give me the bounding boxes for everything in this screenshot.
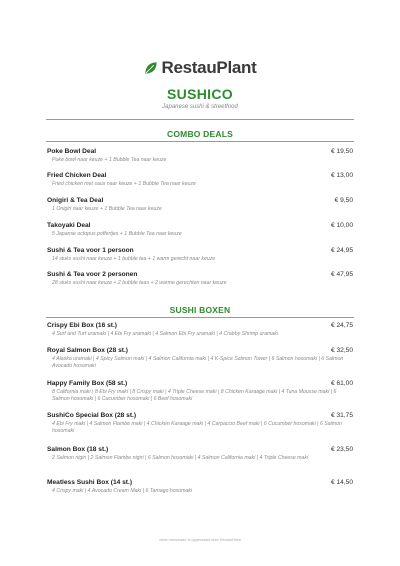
item-name: Crispy Ebi Box (16 st.) [47,322,117,329]
item-name: Happy Family Box (58 st.) [47,380,128,387]
item-description: 28 stuks sushi naar keuze + 2 bubble teas + 2 warme gerechten naar keuze [52,280,227,286]
item-description: 5 Japanse octopus poffertjes + 1 Bubble Tea naar keuze [52,231,182,237]
item-name: Meatless Sushi Box (14 st.) [47,479,133,486]
item-name: Fried Chicken Deal [47,172,107,179]
item-description: 8 California maki | 8 Ebi Fry maki | 8 Crispy maki | 4 Triple Cheese maki | 8 Chicken Karaage maki | 4 Tuna Mousse maki | 6 Salmon hosomaki | 6 Cucumber hosomaki | 6 Beef hosomaki [52,389,337,402]
item-price: € 32,50 [331,347,353,354]
item-name: Takoyaki Deal [47,222,91,229]
item-description: 4 Alaska uramaki | 4 Spicy Salmon maki | 4 Salmon California maki | 4 K-Spice Salmon Tower | 6 Salmon hosomaki | 6 Salmon Avocado hosomaki [52,356,344,369]
item-price: € 9,50 [334,197,353,204]
item-description: 2 Salmon nigiri | 2 Salmon Flambe nigiri | 6 Salmon hosomaki | 4 Salmon California maki | 4 Triple Cheese maki [52,455,309,461]
menu-item [47,222,353,238]
logo-text: RestauPlant [161,58,257,77]
leaf-icon [144,61,158,75]
menu-item [47,148,353,164]
menu-item [47,172,353,188]
item-description: 4 Crispy maki | 4 Avocado Cream Maki | 6 Tamago hosomaki [52,488,193,494]
item-name: Poke Bowl Deal [47,148,97,155]
menu-item [47,380,353,403]
item-price: € 10,00 [331,222,353,229]
section-title-sushi-boxen: SUSHI BOXEN [169,305,231,315]
item-price: € 24,95 [331,247,353,254]
menu-item [47,347,353,370]
restaurant-title: SUSHICO [167,86,233,102]
menu-item [47,247,353,263]
item-name: Sushi & Tea voor 2 personen [47,271,138,278]
menu-item [47,479,353,495]
item-description: 14 stuks sushi naar keuze + 1 bubble tea + 1 warm gerecht naar keuze [52,256,216,262]
divider [46,141,354,142]
item-price: € 23,50 [331,446,353,453]
menu-item [47,412,353,435]
item-description: Fried chicken met saus naar keuze + 1 Bubble Tea naar keuze [52,181,196,187]
menu-item [47,446,353,462]
divider [46,119,354,120]
menu-item [47,271,353,287]
item-name: Onigiri & Tea Deal [47,197,104,204]
item-name: Salmon Box (18 st.) [47,446,109,453]
item-description: 4 Ebi Fry maki | 4 Salmon Flambe maki | 4 Chicken Karaage maki | 4 Carpaccio Beef maki | 6 Cucumber hosomaki | 6 Salmon hosomaki [52,421,342,434]
section-title-combo-deals: COMBO DEALS [167,129,233,139]
item-description: 4 Surf and Turf uramaki | 4 Ebi Fry uramaki | 4 Salmon Ebi Fry uramaki | 4 Crabby Shrimp uramaki [52,331,278,337]
divider [46,317,354,318]
item-name: SushiCo Special Box (28 st.) [47,412,137,419]
item-price: € 47,95 [331,271,353,278]
item-price: € 24,75 [331,322,353,329]
item-name: Sushi & Tea voor 1 persoon [47,247,134,254]
item-price: € 61,00 [331,380,353,387]
item-description: 1 Onigiri naar keuze + 1 Bubble Tea naar keuze [52,206,162,212]
item-price: € 19,50 [331,148,353,155]
item-price: € 14,50 [331,479,353,486]
item-price: € 31,75 [331,412,353,419]
menu-item [47,322,353,338]
menu-item [47,197,353,213]
brand-logo [0,58,400,78]
item-description: Poke bowl naar keuze + 1 Bubble Tea naar keuze [52,157,167,163]
item-price: € 13,00 [331,172,353,179]
item-name: Royal Salmon Box (28 st.) [47,347,128,354]
restaurant-subtitle: Japanese sushi & streetfood [162,104,238,110]
footer-credit: deze menukaart is opgemaakt door RestauPlant [159,538,241,542]
